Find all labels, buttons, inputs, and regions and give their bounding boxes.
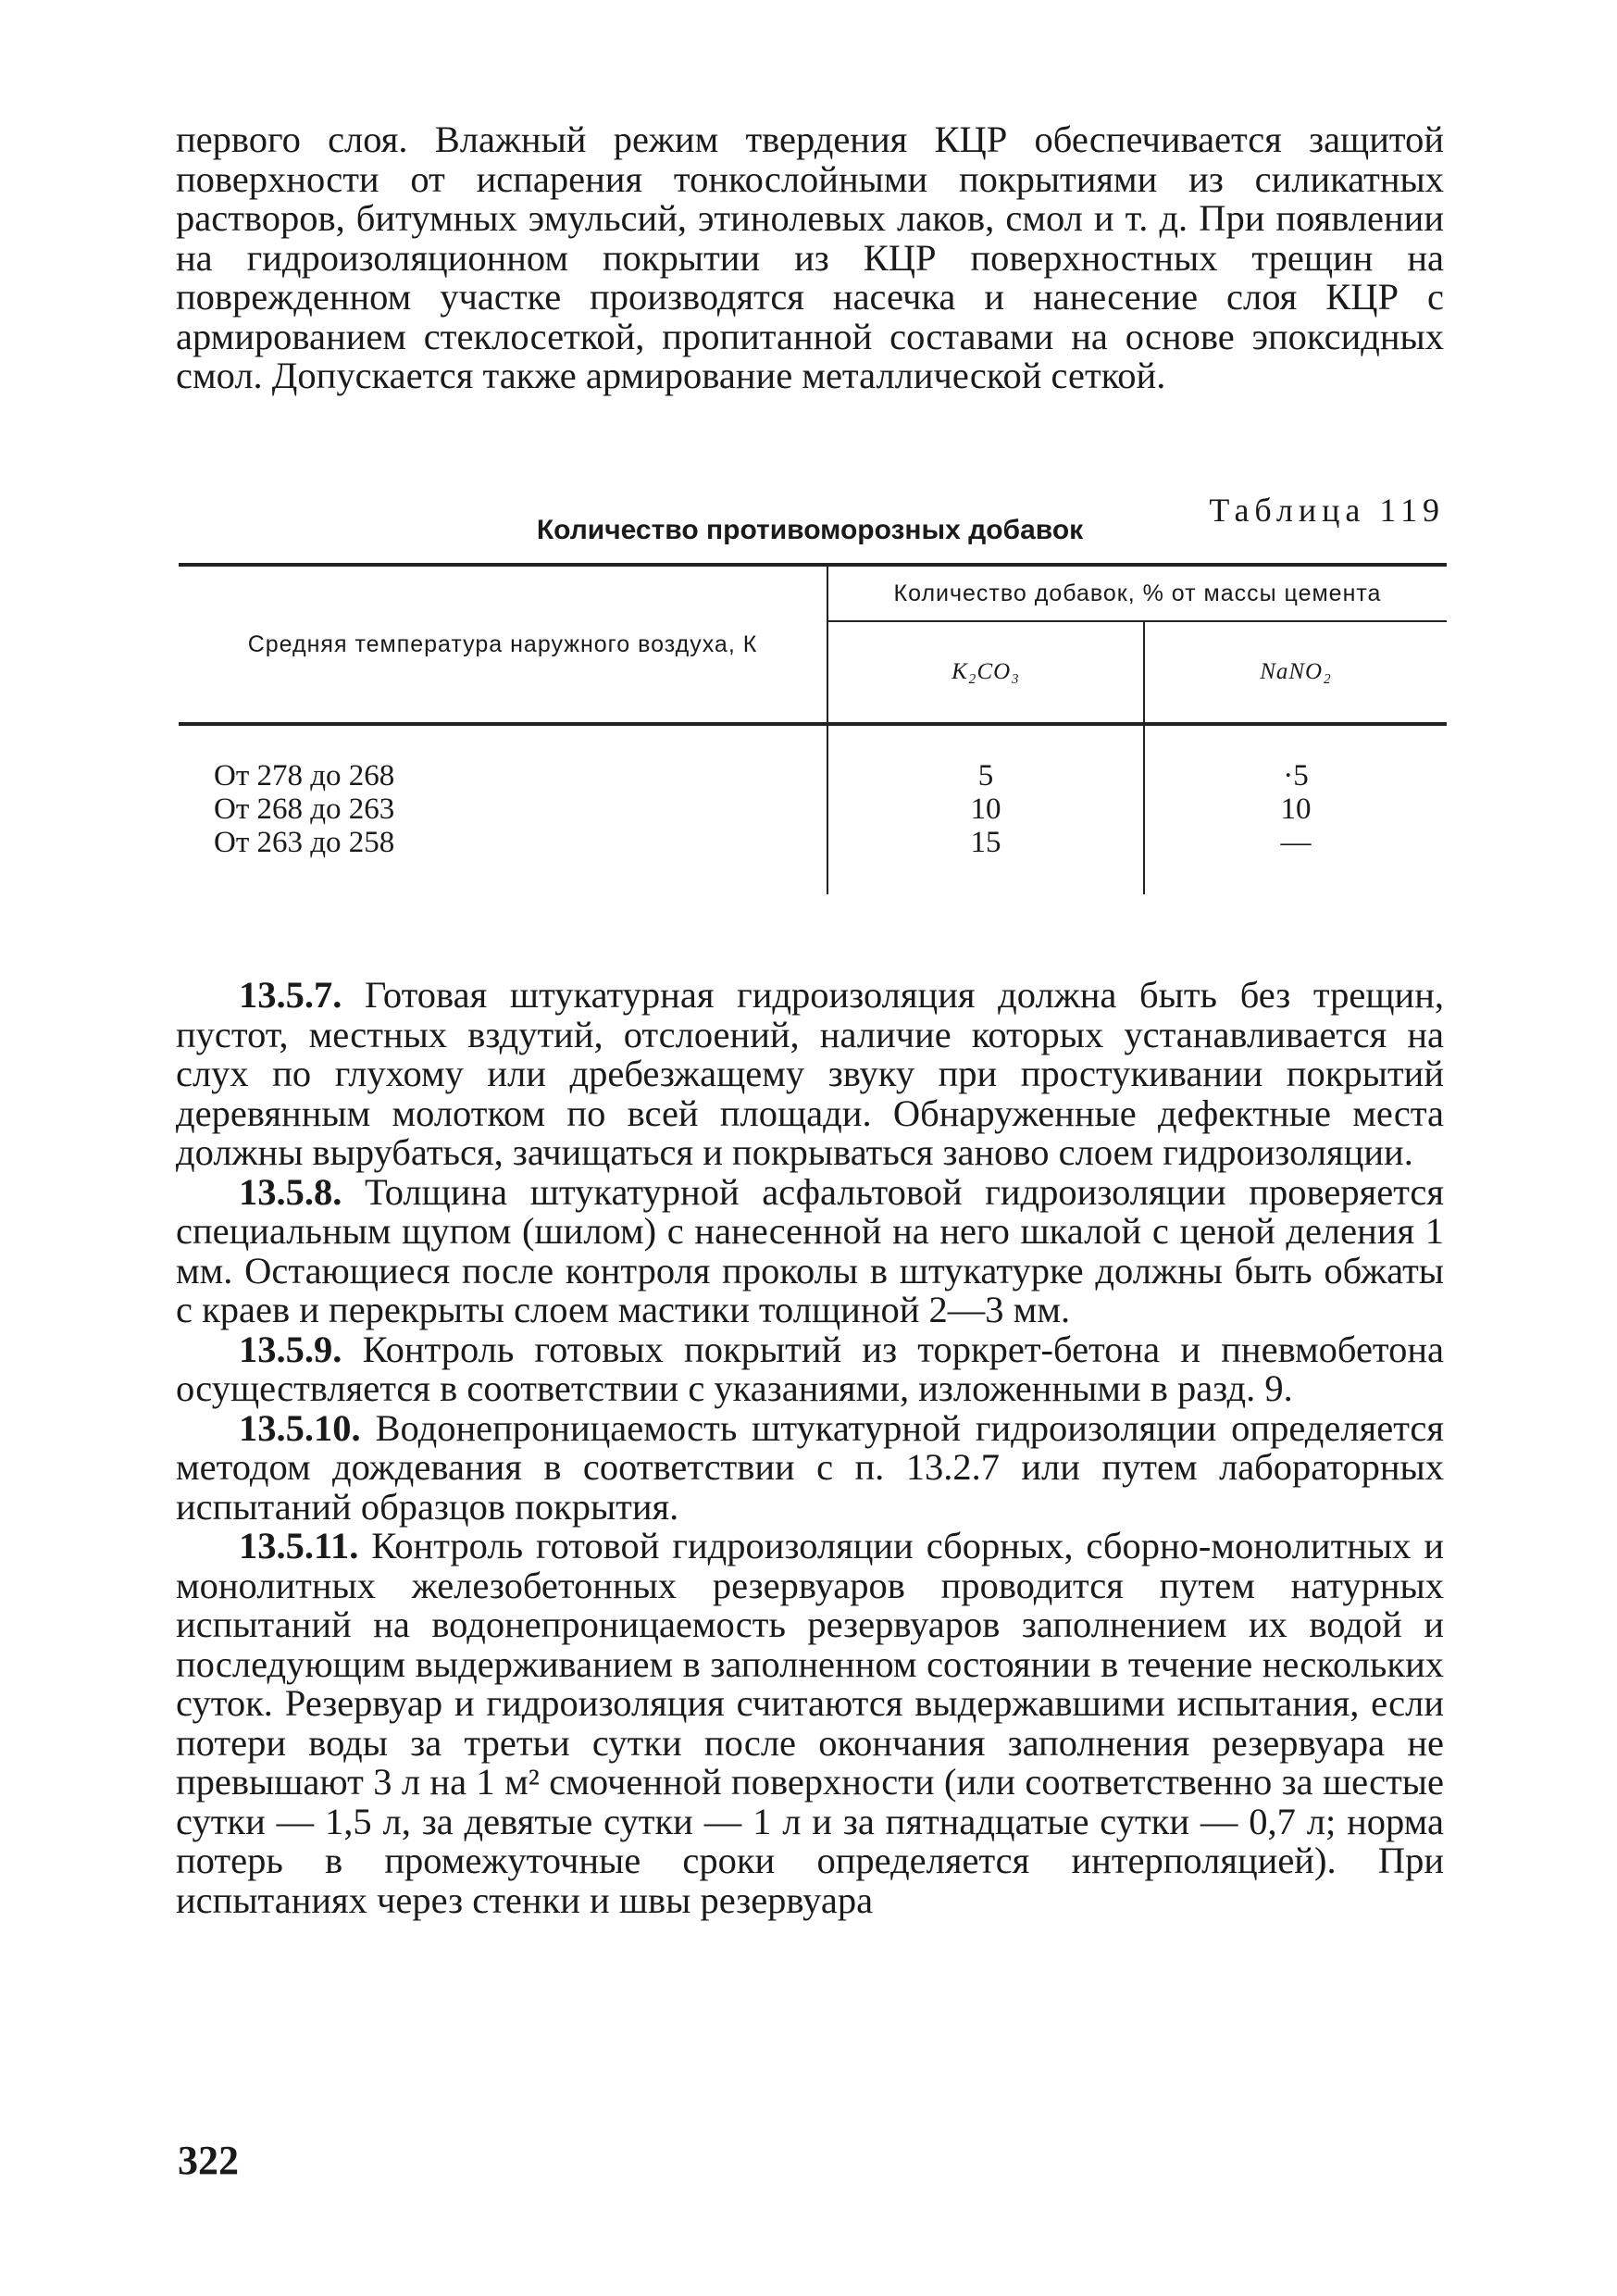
table-title: Количество противоморозных добавок <box>536 515 1084 545</box>
section-text: Контроль готовых покрытий из торкрет-бетона и пневмобетона осуществляется в соответствии с указаниями, изложенными в разд. 9. <box>176 1328 1444 1409</box>
sections-body <box>176 976 1444 1920</box>
section-text: Толщина штукатурной асфальтовой гидроизоляции проверяется специальным щупом (шилом) с нанесенной на него шкалой с ценой деления 1 мм. Остающиеся после контроля проколы в штукатурке должны быть обжаты с краев и перекрыты слоем мастики толщиной 2—3 мм. <box>176 1170 1444 1330</box>
cell-nano2: — <box>1280 826 1312 859</box>
cell-temperature: От 278 до 268 <box>179 724 827 792</box>
additives-table <box>179 563 1447 894</box>
cell-k2co3: 15 <box>827 826 1144 894</box>
paragraph-text: первого слоя. Влажный режим твердения КЦР обеспечивается защитой поверхности от испарения тонкослойными покрытиями из силикатных растворов, битумных эмульсий, этинолевых лаков, смол и т. д. При появлении на гидроизоляционном покрытии из КЦР поверхностных трещин на поврежденном участке производятся насечка и нанесение слоя КЦР с армированием стеклосеткой, пропитанной составами на основе эпоксидных смол. Допускается также армирование металлической сеткой. <box>176 119 1444 396</box>
cell-nano2: 10 <box>1280 792 1312 826</box>
section-13-5-8 <box>176 1170 1444 1330</box>
section-13-5-10 <box>176 1406 1444 1528</box>
table-label: Таблица 119 <box>1209 492 1445 529</box>
header-additives-group: Количество добавок, % от массы цемента <box>827 565 1447 621</box>
section-number: 13.5.10. <box>239 1406 361 1449</box>
section-13-5-7 <box>176 976 1444 1173</box>
table-row <box>179 826 1447 894</box>
section-number: 13.5.8. <box>239 1170 342 1213</box>
cell-nano2: ·5 <box>1283 759 1309 792</box>
section-number: 13.5.7. <box>239 974 342 1016</box>
cell-k2co3: 10 <box>827 792 1144 826</box>
header-k2co3: K₂CO₃ <box>827 621 1144 724</box>
table-row <box>179 724 1447 792</box>
cell-temperature: От 263 до 258 <box>179 826 827 894</box>
header-temperature: Средняя температура наружного воздуха, К <box>179 565 827 724</box>
page-number: 322 <box>178 2138 239 2183</box>
section-13-5-9 <box>176 1330 1444 1409</box>
cell-temperature: От 268 до 263 <box>179 792 827 826</box>
section-text: Контроль готовой гидроизоляции сборных, сборно-монолитных и монолитных железобетонных резервуаров проводится путем натурных испытаний на водонепроницаемость резервуаров заполнением их водой и последующим выдерживанием в заполненном состоянии в течение нескольких суток. Резервуар и гидроизоляция считаются выдержавшими испытания, если потери воды за третьи сутки после окончания заполнения резервуара не превышают 3 л на 1 м² смоченной поверхности (или соответственно за шестые сутки — 1,5 л, за девятые сутки — 1 л и за пятнадцатые сутки — 0,7 л; норма потерь в промежуточные сроки определяется интерполяцией). При испытаниях через стенки и швы резервуара <box>176 1525 1444 1921</box>
section-13-5-11 <box>176 1527 1444 1920</box>
section-text: Водонепроницаемость штукатурной гидроизоляции определяется методом дождевания в соответствии с п. 13.2.7 или путем лабораторных испытаний образцов покрытия. <box>176 1406 1444 1528</box>
header-nano2: NaNO₂ <box>1144 621 1447 724</box>
table-row <box>179 792 1447 826</box>
section-number: 13.5.11. <box>239 1525 359 1566</box>
top-paragraph <box>176 120 1444 396</box>
cell-k2co3: 5 <box>827 724 1144 792</box>
section-number: 13.5.9. <box>239 1328 342 1370</box>
section-text: Готовая штукатурная гидроизоляция должна быть без трещин, пустот, местных вздутий, отслоений, наличие которых устанавливается на слух по глухому или дребезжащему звуку при простукивании покрытий деревянным молотком по всей площади. Обнаруженные дефектные места должны вырубаться, зачищаться и покрываться заново слоем гидроизоляции. <box>176 974 1444 1173</box>
